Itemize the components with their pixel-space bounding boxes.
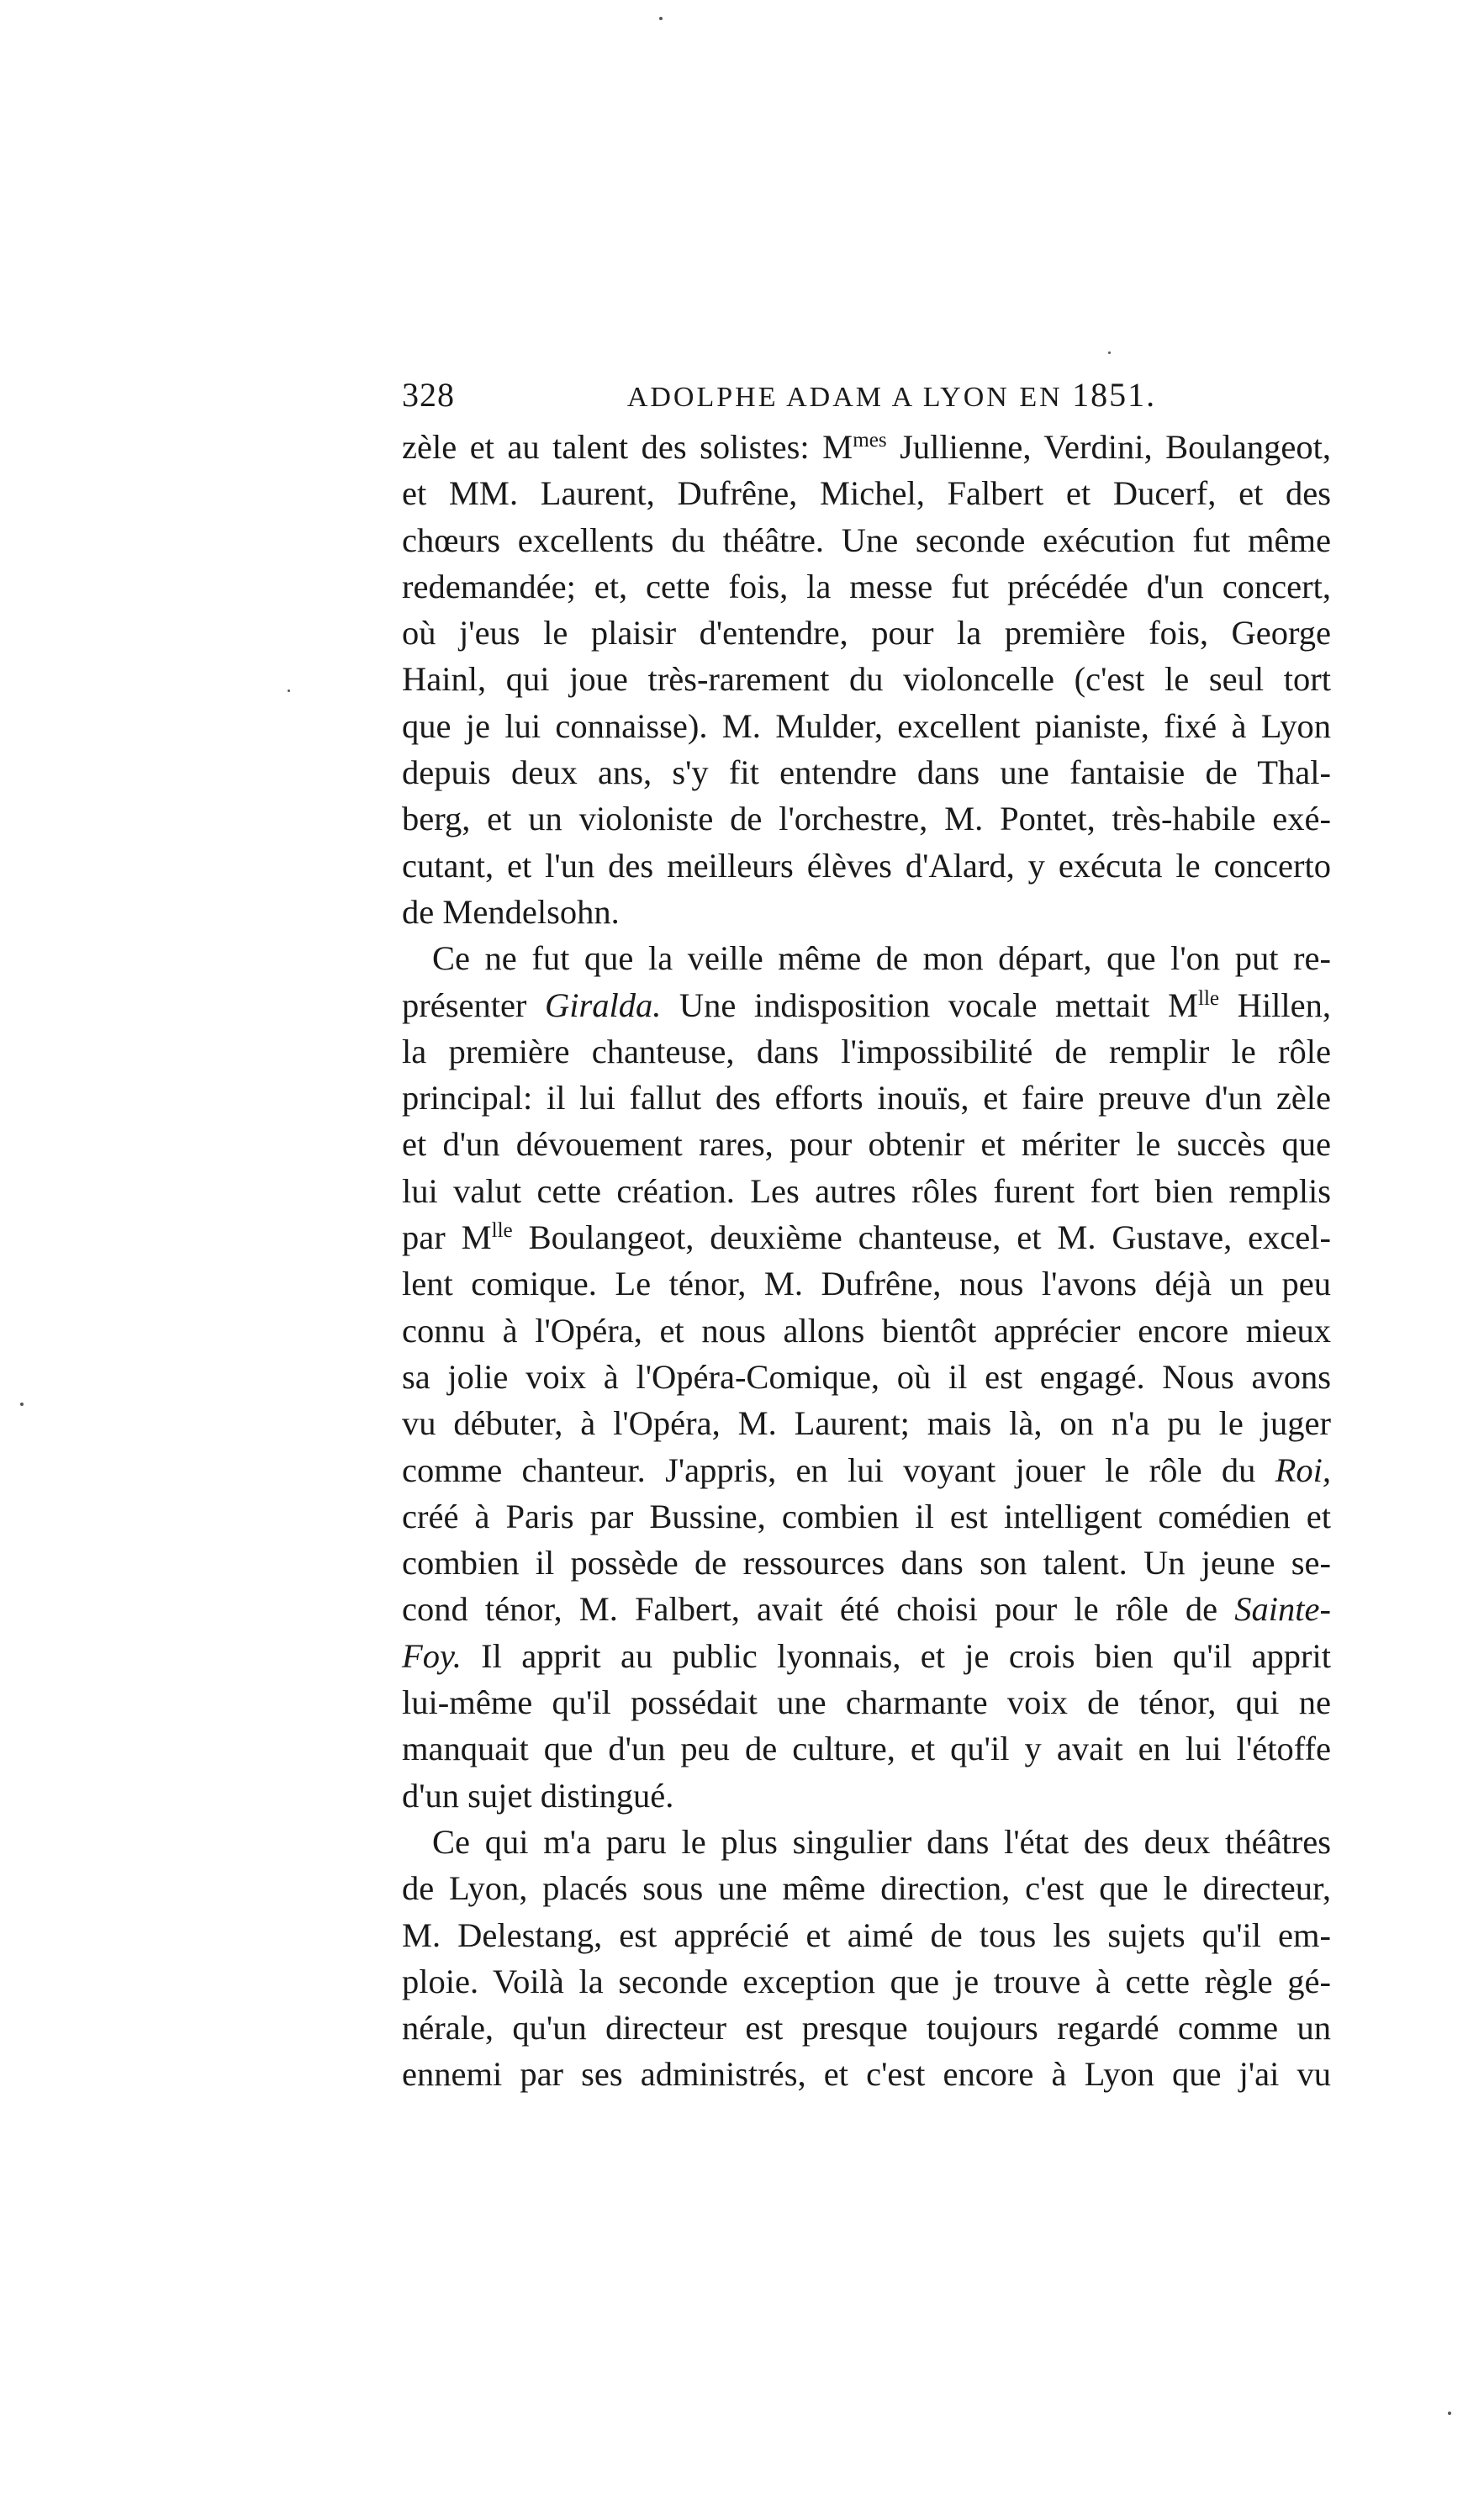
text-line: cutant, et l'un des meilleurs élèves d'Alard, y exécuta le concerto	[402, 846, 1331, 885]
text-line: comme chanteur. J'appris, en lui voyant jouer le rôle du Roi,	[402, 1450, 1331, 1489]
text-line: ploie. Voilà la seconde exception que je trouve à cette règle gé-	[402, 1962, 1331, 2000]
text-line: Foy. Il apprit au public lyonnais, et je crois bien qu'il apprit	[402, 1636, 1331, 1675]
text-line: redemandée; et, cette fois, la messe fut précédée d'un concert,	[402, 567, 1331, 605]
scan-speck	[659, 17, 663, 20]
text-line: créé à Paris par Bussine, combien il est intelligent comédien et	[402, 1497, 1331, 1535]
italic-role: Sainte-	[1234, 1590, 1331, 1629]
scan-speck	[1108, 351, 1111, 354]
scan-speck	[1448, 2412, 1451, 2415]
text-line: depuis deux ans, s'y fit entendre dans une fantaisie de Thal-	[402, 753, 1331, 792]
running-head	[402, 370, 1331, 420]
text-line: connu à l'Opéra, et nous allons bientôt apprécier encore mieux	[402, 1311, 1331, 1350]
text-line: Ce qui m'a paru le plus singulier dans l'état des deux théâtres	[432, 1822, 1331, 1861]
scan-speck	[20, 1403, 24, 1406]
running-title	[402, 370, 1331, 423]
running-title-year: 1851.	[1072, 376, 1157, 414]
text-line: de Lyon, placés sous une même direction, c'est que le directeur,	[402, 1869, 1331, 1908]
text-line: et d'un dévouement rares, pour obtenir et mériter le succès que	[402, 1125, 1331, 1164]
text-line: Hainl, qui joue très-rarement du violoncelle (c'est le seul tort	[402, 660, 1331, 699]
text-line: lent comique. Le ténor, M. Dufrêne, nous l'avons déjà un peu	[402, 1265, 1331, 1303]
text-line: berg, et un violoniste de l'orchestre, M. Pontet, très-habile exé-	[402, 800, 1331, 838]
text-line: lui valut cette création. Les autres rôles furent fort bien remplis	[402, 1171, 1331, 1210]
running-title-text: ADOLPHE ADAM A LYON EN	[626, 382, 1073, 413]
text-line: combien il possède de ressources dans son talent. Un jeune se-	[402, 1544, 1331, 1582]
text-line: chœurs excellents du théâtre. Une seconde exécution fut même	[402, 520, 1331, 559]
body-text	[402, 424, 1331, 2098]
text-line: manquait que d'un peu de culture, et qu'il y avait en lui l'étoffe	[402, 1730, 1331, 1768]
text-line: M. Delestang, est apprécié et aimé de tous les sujets qu'il em-	[402, 1915, 1331, 1954]
text-line: Ce ne fut que la veille même de mon départ, que l'on put re-	[432, 939, 1331, 978]
text-line: principal: il lui fallut des efforts inouïs, et faire preuve d'un zèle	[402, 1079, 1331, 1117]
text-line: cond ténor, M. Falbert, avait été choisi pour le rôle de Sainte-	[402, 1590, 1331, 1629]
text-line: la première chanteuse, dans l'impossibilité de remplir le rôle	[402, 1032, 1331, 1070]
text-line: de Mendelsohn.	[402, 892, 620, 931]
text-line: que je lui connaisse). M. Mulder, excellent pianiste, fixé à Lyon	[402, 706, 1331, 745]
text-line: par $M^{lle}$ Boulangeot, deuxième chanteuse, et M. Gustave, excel-	[402, 1218, 1332, 1257]
scan-speck	[288, 689, 290, 692]
text-line: nérale, qu'un directeur est presque toujours regardé comme un	[402, 2009, 1331, 2047]
text-line: et MM. Laurent, Dufrêne, Michel, Falbert et Ducerf, et des	[402, 474, 1331, 513]
text-line: présenter Giralda. Une indisposition vocale mettait $M^{lle}$ Hillen,	[402, 985, 1331, 1024]
text-line: ennemi par ses administrés, et c'est encore à Lyon que j'ai vu	[402, 2055, 1331, 2094]
italic-role: Roi,	[1275, 1450, 1331, 1489]
text-line: sa jolie voix à l'Opéra-Comique, où il est engagé. Nous avons	[402, 1357, 1331, 1396]
text-line: où j'eus le plaisir d'entendre, pour la première fois, George	[402, 614, 1331, 652]
text-line: zèle et au talent des solistes: $M^{mes}$ Jullienne, Verdini, Boulangeot,	[402, 428, 1331, 466]
text-line: lui-même qu'il possédait une charmante voix de ténor, qui ne	[402, 1683, 1331, 1722]
text-line: d'un sujet distingué.	[402, 1776, 674, 1815]
page-number: 328	[402, 376, 455, 414]
text-line: vu débuter, à l'Opéra, M. Laurent; mais là, on n'a pu le juger	[402, 1404, 1331, 1443]
italic-role: Foy.	[402, 1636, 462, 1675]
italic-title: Giralda.	[544, 985, 662, 1024]
